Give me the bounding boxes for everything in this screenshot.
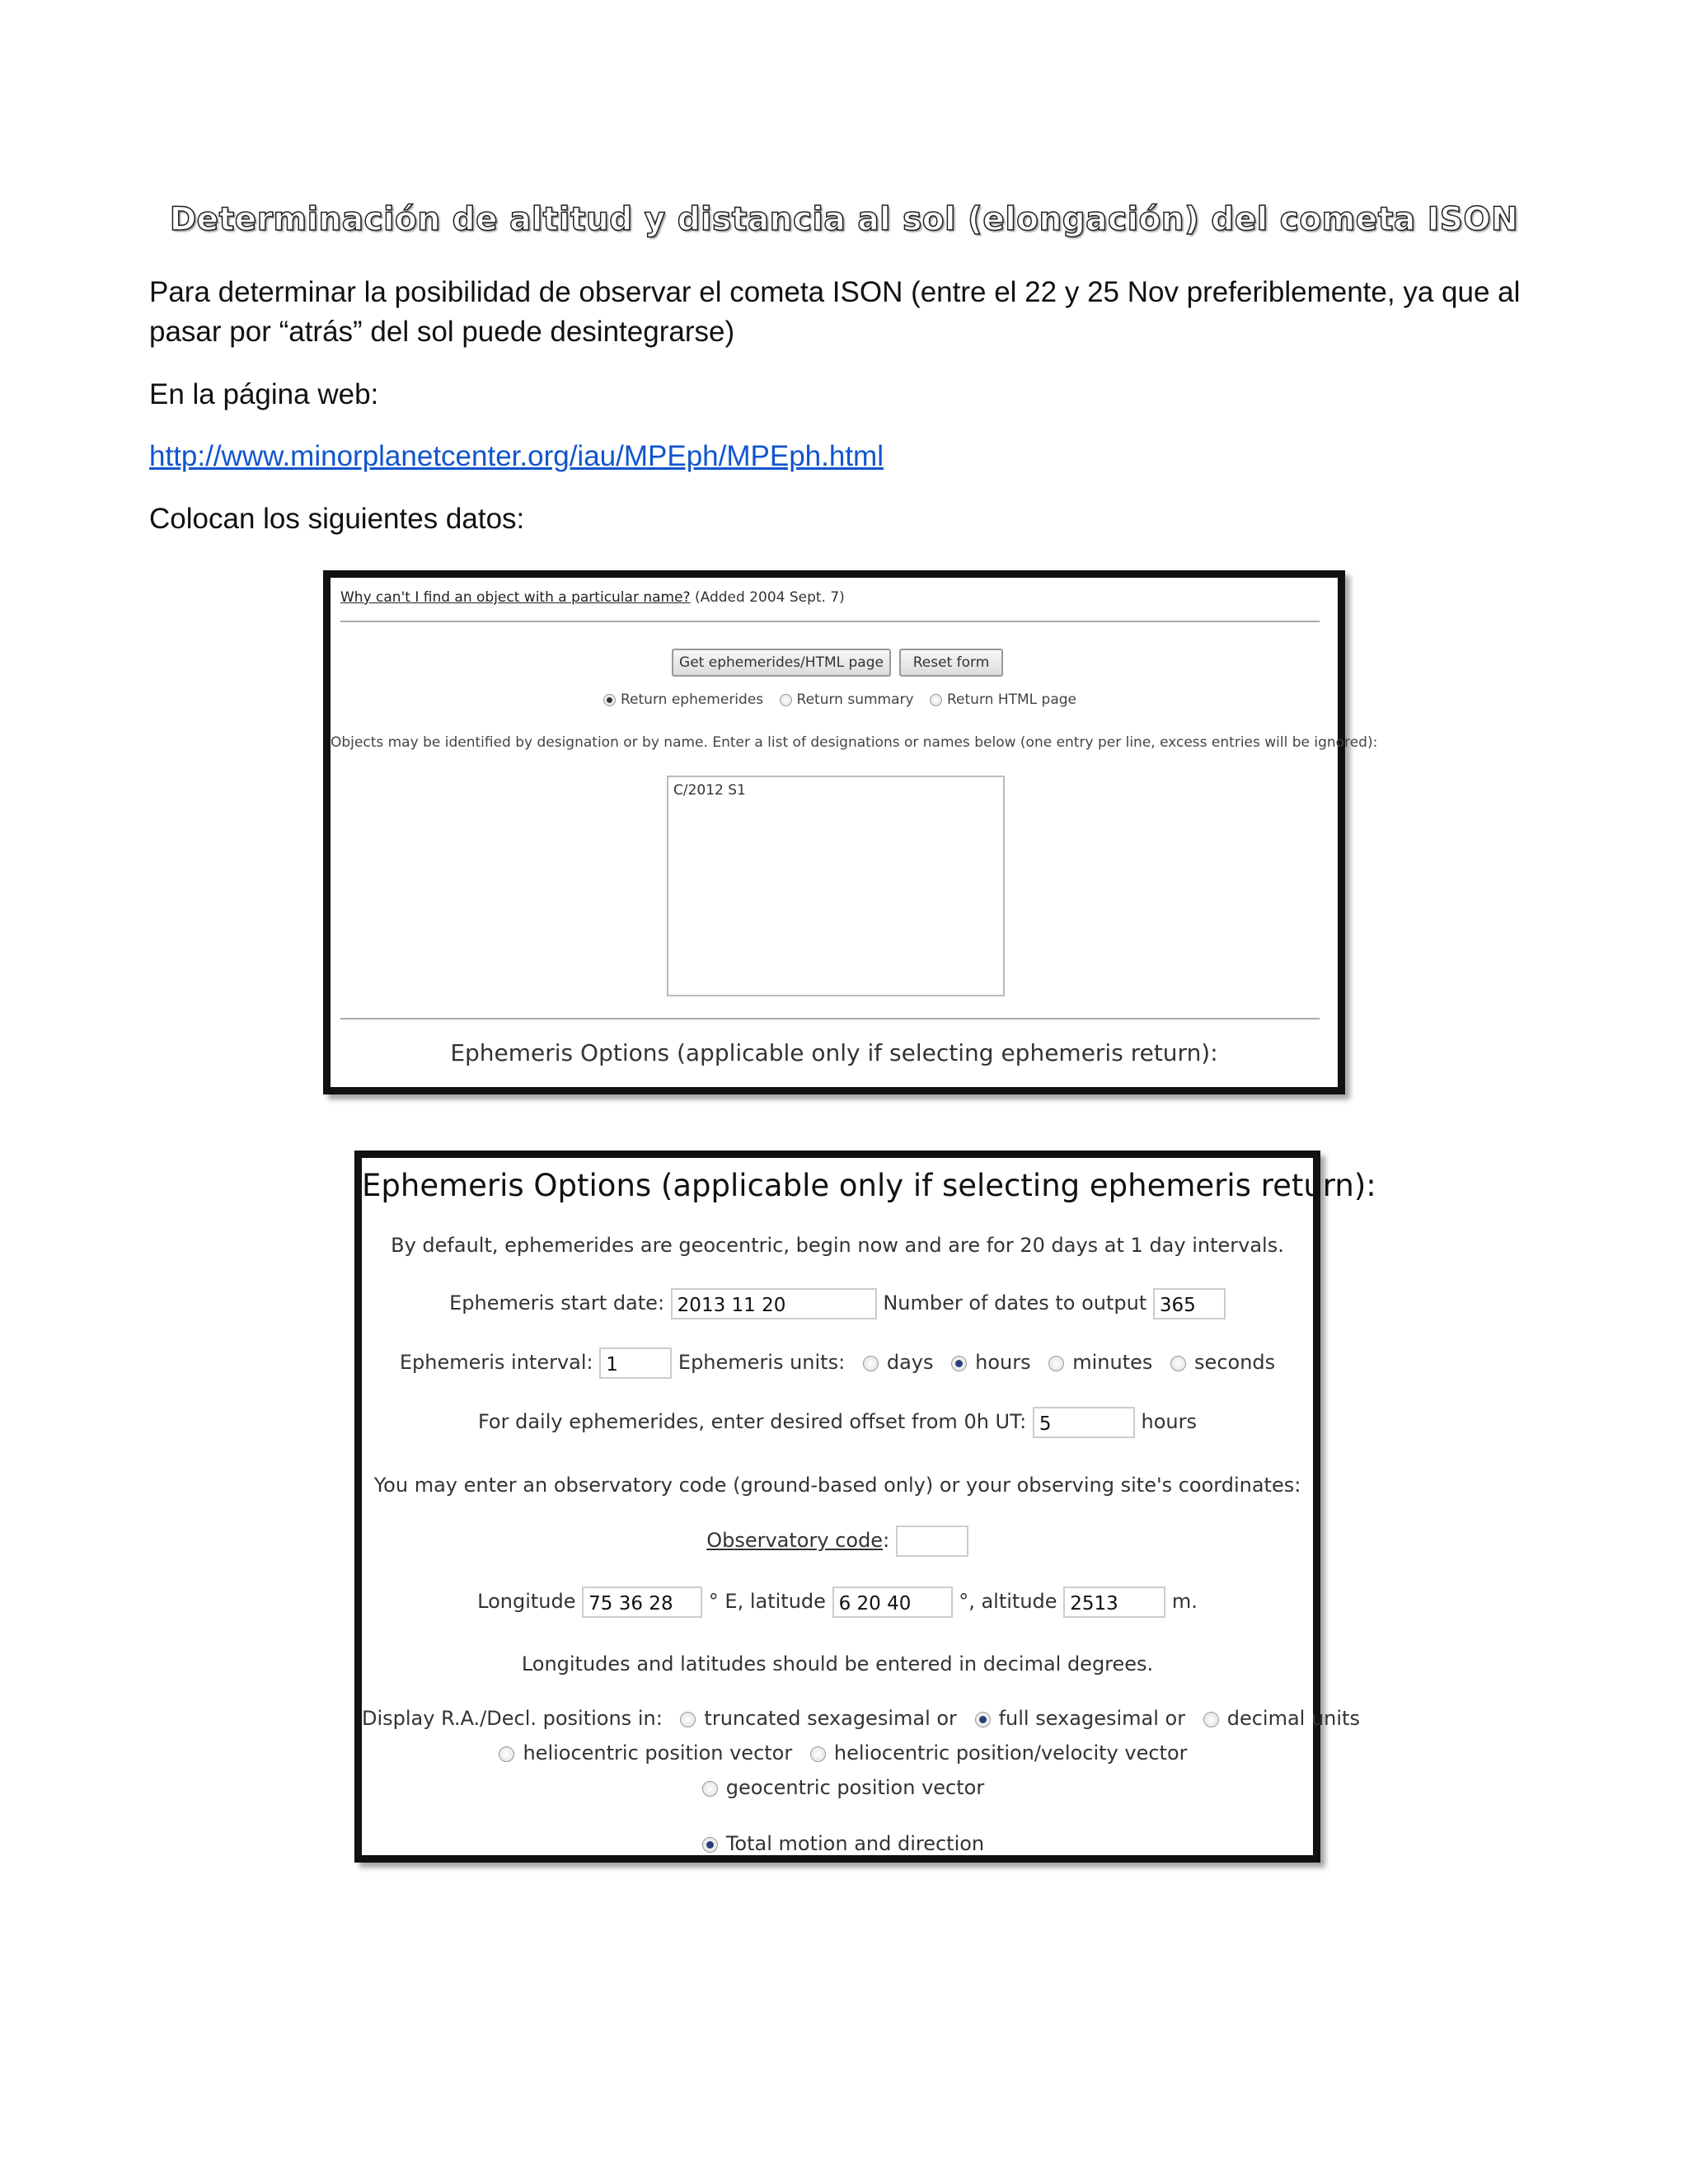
- return-ephemerides-radio[interactable]: [603, 694, 616, 706]
- helio-position-velocity-radio[interactable]: [810, 1746, 826, 1762]
- full-sexagesimal-label: full sexagesimal or: [998, 1707, 1186, 1730]
- screenshot-ephemeris-options: [354, 1151, 1376, 1863]
- link-paragraph: [149, 437, 884, 476]
- display-row-2: [362, 1741, 1313, 1765]
- decimal-units-label: decimal units: [1226, 1707, 1360, 1730]
- unit-hours-radio[interactable]: [951, 1356, 967, 1371]
- geo-position-label: geocentric position vector: [725, 1776, 985, 1799]
- unit-days-radio[interactable]: [863, 1356, 879, 1371]
- objects-textarea[interactable]: C/2012 S1: [667, 776, 1005, 996]
- unit-minutes-radio[interactable]: [1048, 1356, 1064, 1371]
- offset-label: For daily ephemerides, enter desired offset from 0h UT:: [477, 1410, 1027, 1433]
- ephemeris-options-heading: Ephemeris Options (applicable only if selecting ephemeris return):: [362, 1168, 1376, 1203]
- return-html-radio[interactable]: [930, 694, 942, 706]
- name-help-link[interactable]: Why can't I find an object with a particular name?: [340, 589, 691, 606]
- web-page-label: En la página web:: [149, 378, 379, 410]
- full-sexagesimal-radio[interactable]: [975, 1712, 991, 1727]
- offset-input[interactable]: 5: [1033, 1407, 1135, 1438]
- observatory-code-link[interactable]: Observatory code: [706, 1529, 884, 1552]
- latitude-label: ° E, latitude: [708, 1590, 826, 1613]
- display-label: Display R.A./Decl. positions in:: [362, 1707, 663, 1730]
- altitude-unit: m.: [1171, 1590, 1198, 1613]
- unit-days-label: days: [886, 1351, 934, 1374]
- unit-minutes-label: minutes: [1072, 1351, 1153, 1374]
- return-type-radios: [331, 691, 1338, 708]
- offset-unit: hours: [1141, 1410, 1197, 1433]
- observatory-note: You may enter an observatory code (ground-based only) or your observing site's coordinates:: [373, 1474, 1301, 1497]
- coordinates-row: [362, 1586, 1313, 1618]
- helio-position-radio[interactable]: [499, 1746, 514, 1762]
- interval-row: [362, 1347, 1313, 1379]
- helio-position-label: heliocentric position vector: [523, 1741, 793, 1765]
- unit-hours-label: hours: [975, 1351, 1031, 1374]
- num-dates-label: Number of dates to output: [883, 1291, 1147, 1315]
- helio-position-velocity-label: heliocentric position/velocity vector: [833, 1741, 1188, 1765]
- return-summary-label: Return summary: [796, 691, 914, 708]
- top-link-row: [340, 589, 845, 606]
- default-note: By default, ephemerides are geocentric, begin now and are for 20 days at 1 day intervals.: [391, 1234, 1284, 1257]
- units-label: Ephemeris units:: [678, 1351, 846, 1374]
- interval-label: Ephemeris interval:: [399, 1351, 593, 1374]
- total-motion-radio[interactable]: [702, 1837, 718, 1853]
- reset-form-button[interactable]: Reset form: [899, 649, 1003, 677]
- truncated-sexagesimal-radio[interactable]: [680, 1712, 696, 1727]
- total-motion-label: Total motion and direction: [725, 1832, 985, 1855]
- offset-row: [362, 1407, 1313, 1438]
- document-title: Determinación de altitud y distancia al sol (elongación) del cometa ISON: [169, 201, 1519, 238]
- intro-paragraph: Para determinar la posibilidad de observar el cometa ISON (entre el 22 y 25 Nov preferiblemente, ya que al pasar por “atrás” del sol puede desintegrarse): [149, 276, 1521, 348]
- observatory-code-row: Observatory code:: [362, 1526, 1313, 1557]
- return-html-label: Return HTML page: [947, 691, 1076, 708]
- mpc-link[interactable]: http://www.minorplanetcenter.org/iau/MPEph/MPEph.html: [149, 440, 884, 472]
- latitude-input[interactable]: 6 20 40: [832, 1586, 953, 1618]
- return-summary-radio[interactable]: [780, 694, 792, 706]
- decimal-note: Longitudes and latitudes should be entered in decimal degrees.: [521, 1652, 1154, 1675]
- altitude-label: °, altitude: [959, 1590, 1057, 1613]
- display-row-4: [362, 1832, 1313, 1855]
- geo-position-radio[interactable]: [702, 1781, 718, 1797]
- data-instructions: Colocan los siguientes datos:: [149, 503, 525, 535]
- interval-input[interactable]: 1: [599, 1347, 672, 1379]
- display-row-3: [362, 1776, 1313, 1799]
- start-date-label: Ephemeris start date:: [449, 1291, 665, 1315]
- observatory-code-input[interactable]: [896, 1526, 968, 1557]
- altitude-input[interactable]: 2513: [1063, 1586, 1165, 1618]
- screenshot-query-form: [323, 570, 1378, 1094]
- longitude-label: Longitude: [477, 1590, 576, 1613]
- get-ephemerides-button[interactable]: Get ephemerides/HTML page: [672, 649, 891, 677]
- truncated-sexagesimal-label: truncated sexagesimal or: [704, 1707, 957, 1730]
- display-row-1: [362, 1707, 1360, 1730]
- added-note: (Added 2004 Sept. 7): [690, 589, 845, 606]
- ephemeris-options-heading: Ephemeris Options (applicable only if selecting ephemeris return):: [450, 1039, 1218, 1066]
- unit-seconds-label: seconds: [1194, 1351, 1276, 1374]
- num-dates-input[interactable]: 365: [1153, 1288, 1226, 1319]
- decimal-units-radio[interactable]: [1203, 1712, 1219, 1727]
- longitude-input[interactable]: 75 36 28: [582, 1586, 702, 1618]
- divider: [340, 621, 1320, 622]
- start-date-input[interactable]: 2013 11 20: [671, 1288, 877, 1319]
- divider: [340, 1018, 1320, 1019]
- start-date-row: [362, 1288, 1313, 1319]
- unit-seconds-radio[interactable]: [1170, 1356, 1186, 1371]
- objects-instructions: Objects may be identified by designation or by name. Enter a list of designations or names below (one entry per line, excess entries will be ignored):: [331, 734, 1378, 751]
- return-ephemerides-label: Return ephemerides: [621, 691, 764, 708]
